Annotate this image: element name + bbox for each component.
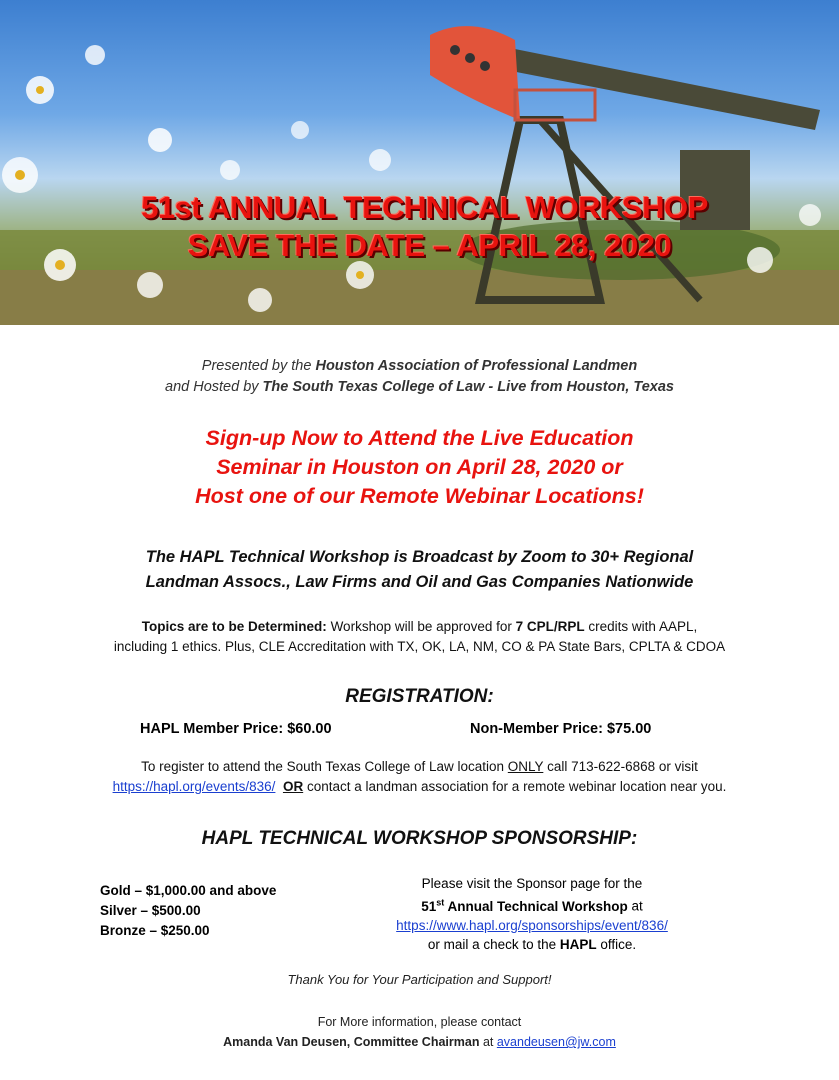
topics-credits: 7 CPL/RPL	[515, 619, 585, 634]
topics-label: Topics are to be Determined:	[141, 619, 327, 634]
thank-you-note: Thank You for Your Participation and Support!	[287, 972, 552, 987]
register-text2: call 713-622-6868 or visit	[543, 759, 698, 774]
contact-info	[0, 1012, 839, 1052]
tier-bronze: Bronze – $250.00	[100, 923, 210, 938]
sponsor-event-number: 51	[421, 898, 437, 914]
hero-banner	[0, 0, 839, 325]
topics-text2: credits with AAPL,	[584, 619, 698, 634]
cta-line3: Host one of our Remote Webinar Locations!	[195, 484, 644, 508]
tier-gold: Gold – $1,000.00 and above	[100, 883, 277, 898]
registration-heading: REGISTRATION:	[345, 686, 494, 707]
registration-instructions	[0, 757, 839, 797]
topics-text1: Workshop will be approved for	[326, 619, 516, 634]
presented-prefix: Presented by the	[201, 358, 316, 374]
sponsor-event-name: Annual Technical Workshop	[444, 898, 628, 914]
event-title-line2: SAVE THE DATE – APRIL 28, 2020	[187, 228, 672, 263]
sponsor-event-suffix: st	[436, 897, 445, 907]
register-text3: contact a landman association for a remote webinar location near you.	[303, 779, 727, 794]
nonmember-price: Non-Member Price: $75.00	[470, 721, 652, 737]
mail-org: HAPL	[559, 936, 597, 952]
registration-link[interactable]: https://hapl.org/events/836/	[112, 779, 276, 794]
sponsorship-heading: HAPL TECHNICAL WORKSHOP SPONSORSHIP:	[201, 828, 638, 849]
sponsor-at: at	[627, 898, 643, 914]
tier-silver: Silver – $500.00	[100, 903, 201, 918]
register-only: ONLY	[507, 759, 544, 774]
contact-email-link[interactable]: avandeusen@jw.com	[496, 1035, 616, 1049]
broadcast-info	[0, 545, 839, 595]
register-text1: To register to attend the South Texas College of Law location	[141, 759, 508, 774]
signup-call-to-action	[0, 424, 839, 511]
more-info-text: For More information, please contact	[317, 1015, 522, 1029]
contact-at: at	[479, 1035, 497, 1049]
broadcast-line1: The HAPL Technical Workshop is Broadcast by Zoom to 30+ Regional	[145, 548, 694, 566]
member-price: HAPL Member Price: $60.00	[140, 721, 332, 737]
topics-line2: including 1 ethics. Plus, CLE Accreditation with TX, OK, LA, NM, CO & PA State Bars, CPLTA & CDOA	[113, 639, 726, 654]
cta-line2: Seminar in Houston on April 28, 2020 or	[216, 455, 623, 479]
contact-name: Amanda Van Deusen, Committee Chairman	[223, 1035, 480, 1049]
broadcast-line2: Landman Assocs., Law Firms and Oil and Gas Companies Nationwide	[145, 573, 694, 591]
sponsorship-link[interactable]: https://www.hapl.org/sponsorships/event/836/	[396, 917, 668, 933]
register-or: OR	[282, 779, 304, 794]
presented-by	[0, 356, 839, 398]
sponsorship-tiers	[100, 881, 276, 941]
hosted-prefix: and Hosted by	[165, 379, 263, 395]
host-name: The South Texas College of Law - Live from Houston, Texas	[262, 379, 674, 395]
sponsor-info-line1: Please visit the Sponsor page for the	[421, 876, 643, 891]
cta-line1: Sign-up Now to Attend the Live Education	[205, 426, 634, 450]
topics-info	[0, 617, 839, 657]
pumpjack-illustration	[0, 0, 839, 325]
event-title-line1: 51st ANNUAL TECHNICAL WORKSHOP	[141, 190, 708, 225]
mail-text2: office.	[596, 936, 637, 952]
sponsorship-info	[352, 874, 712, 954]
mail-text1: or mail a check to the	[427, 936, 560, 952]
organization-name: Houston Association of Professional Landmen	[315, 358, 638, 374]
